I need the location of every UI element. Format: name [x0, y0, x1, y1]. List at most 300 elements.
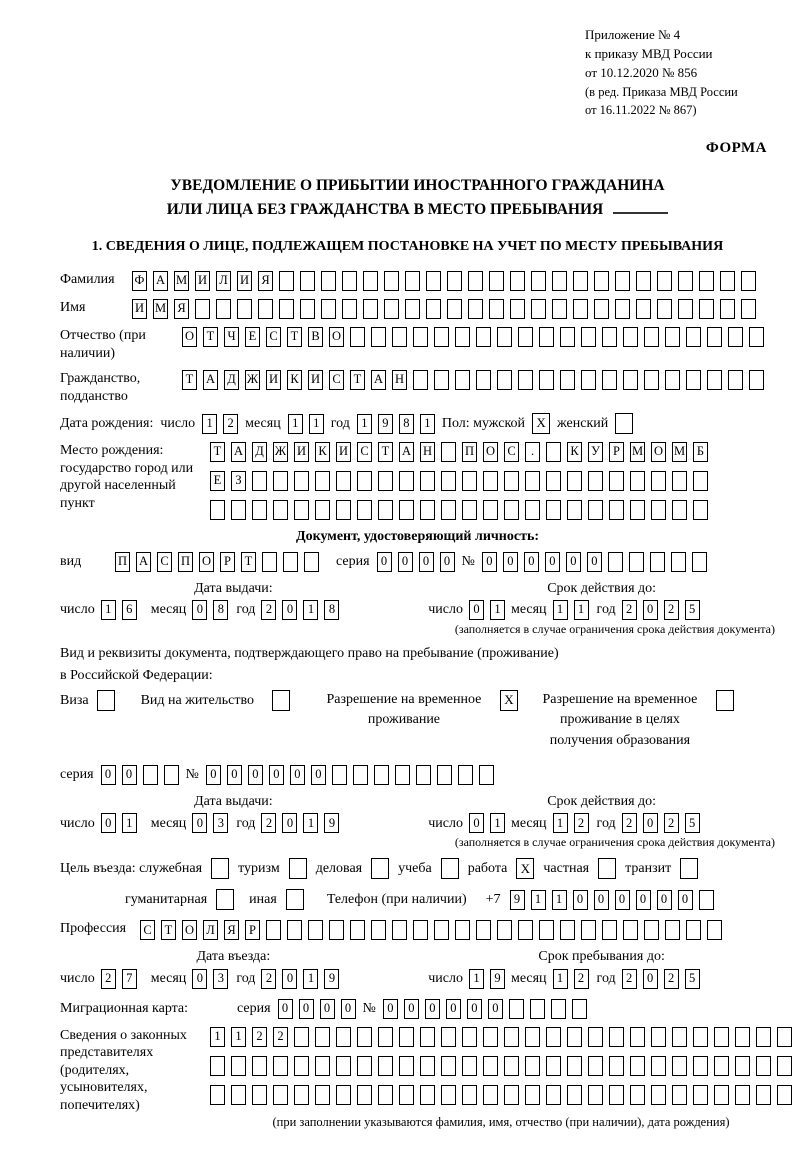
char-cell[interactable]	[588, 1056, 603, 1076]
char-cell[interactable]: .	[525, 442, 540, 462]
purpose-tourism-checkbox[interactable]	[289, 858, 307, 879]
char-cell[interactable]: М	[174, 271, 189, 291]
char-cell[interactable]: К	[315, 442, 330, 462]
char-cell[interactable]: 0	[566, 552, 581, 572]
char-cell[interactable]	[672, 1085, 687, 1105]
char-cell[interactable]: З	[231, 471, 246, 491]
char-cell[interactable]: 2	[664, 969, 679, 989]
char-cell[interactable]: 8	[213, 600, 228, 620]
char-cell[interactable]: 0	[404, 999, 419, 1019]
char-cell[interactable]	[510, 299, 525, 319]
char-cell[interactable]: 2	[223, 414, 238, 434]
char-cell[interactable]: 2	[252, 1027, 267, 1047]
char-cell[interactable]	[434, 327, 449, 347]
char-cell[interactable]: Б	[693, 442, 708, 462]
char-cell[interactable]	[588, 471, 603, 491]
char-cell[interactable]: 2	[273, 1027, 288, 1047]
purpose-humanitarian-checkbox[interactable]	[216, 889, 234, 910]
char-cell[interactable]	[237, 299, 252, 319]
char-cell[interactable]: 1	[122, 813, 137, 833]
char-cell[interactable]	[707, 327, 722, 347]
char-cell[interactable]	[644, 920, 659, 940]
char-cell[interactable]	[273, 471, 288, 491]
char-cell[interactable]	[164, 765, 179, 785]
char-cell[interactable]	[602, 920, 617, 940]
char-cell[interactable]: 0	[101, 813, 116, 833]
char-cell[interactable]	[720, 271, 735, 291]
char-cell[interactable]	[342, 299, 357, 319]
char-cell[interactable]	[258, 299, 273, 319]
char-cell[interactable]	[588, 1027, 603, 1047]
char-cell[interactable]	[567, 471, 582, 491]
char-cell[interactable]	[357, 500, 372, 520]
char-cell[interactable]: 0	[269, 765, 284, 785]
char-cell[interactable]	[336, 1027, 351, 1047]
char-cell[interactable]: А	[371, 370, 386, 390]
char-cell[interactable]: Т	[182, 370, 197, 390]
char-cell[interactable]	[231, 1056, 246, 1076]
char-cell[interactable]: Я	[174, 299, 189, 319]
char-cell[interactable]	[483, 1027, 498, 1047]
char-cell[interactable]	[539, 327, 554, 347]
char-cell[interactable]	[749, 327, 764, 347]
char-cell[interactable]: Д	[252, 442, 267, 462]
char-cell[interactable]: К	[567, 442, 582, 462]
char-cell[interactable]: Т	[210, 442, 225, 462]
char-cell[interactable]: М	[672, 442, 687, 462]
char-cell[interactable]	[657, 271, 672, 291]
char-cell[interactable]	[294, 471, 309, 491]
char-cell[interactable]	[321, 271, 336, 291]
temp-residence-education-checkbox[interactable]	[716, 690, 734, 711]
char-cell[interactable]	[672, 471, 687, 491]
char-cell[interactable]	[447, 299, 462, 319]
char-cell[interactable]	[479, 765, 494, 785]
char-cell[interactable]	[552, 299, 567, 319]
char-cell[interactable]: А	[136, 552, 151, 572]
char-cell[interactable]: 0	[425, 999, 440, 1019]
char-cell[interactable]	[441, 1056, 456, 1076]
char-cell[interactable]: 1	[490, 813, 505, 833]
char-cell[interactable]	[630, 471, 645, 491]
char-cell[interactable]	[531, 271, 546, 291]
char-cell[interactable]: О	[182, 920, 197, 940]
char-cell[interactable]	[692, 552, 707, 572]
char-cell[interactable]	[594, 271, 609, 291]
char-cell[interactable]	[560, 920, 575, 940]
char-cell[interactable]	[504, 1027, 519, 1047]
char-cell[interactable]	[371, 920, 386, 940]
char-cell[interactable]: Я	[258, 271, 273, 291]
char-cell[interactable]	[378, 1056, 393, 1076]
char-cell[interactable]: Н	[392, 370, 407, 390]
char-cell[interactable]	[143, 765, 158, 785]
char-cell[interactable]	[231, 500, 246, 520]
char-cell[interactable]	[560, 327, 575, 347]
char-cell[interactable]	[686, 370, 701, 390]
char-cell[interactable]	[630, 1027, 645, 1047]
char-cell[interactable]	[363, 299, 378, 319]
char-cell[interactable]	[441, 1027, 456, 1047]
char-cell[interactable]	[210, 500, 225, 520]
char-cell[interactable]: 0	[282, 600, 297, 620]
char-cell[interactable]: И	[132, 299, 147, 319]
char-cell[interactable]: 0	[657, 890, 672, 910]
char-cell[interactable]: 0	[503, 552, 518, 572]
char-cell[interactable]: 2	[261, 600, 276, 620]
char-cell[interactable]: 1	[288, 414, 303, 434]
purpose-business-checkbox[interactable]	[211, 858, 229, 879]
char-cell[interactable]: 2	[622, 969, 637, 989]
char-cell[interactable]	[437, 765, 452, 785]
char-cell[interactable]	[672, 1027, 687, 1047]
char-cell[interactable]	[231, 1085, 246, 1105]
char-cell[interactable]	[426, 271, 441, 291]
char-cell[interactable]	[693, 1027, 708, 1047]
char-cell[interactable]	[650, 552, 665, 572]
char-cell[interactable]: Р	[245, 920, 260, 940]
char-cell[interactable]: 0	[299, 999, 314, 1019]
char-cell[interactable]	[714, 1056, 729, 1076]
char-cell[interactable]: 0	[469, 813, 484, 833]
char-cell[interactable]	[329, 920, 344, 940]
char-cell[interactable]	[552, 271, 567, 291]
char-cell[interactable]: И	[266, 370, 281, 390]
char-cell[interactable]	[636, 299, 651, 319]
char-cell[interactable]: 0	[206, 765, 221, 785]
char-cell[interactable]: А	[231, 442, 246, 462]
char-cell[interactable]: 9	[378, 414, 393, 434]
purpose-other-checkbox[interactable]	[286, 889, 304, 910]
char-cell[interactable]: 0	[643, 600, 658, 620]
char-cell[interactable]	[399, 471, 414, 491]
char-cell[interactable]	[539, 920, 554, 940]
char-cell[interactable]: 0	[227, 765, 242, 785]
char-cell[interactable]: 9	[324, 969, 339, 989]
char-cell[interactable]: 2	[261, 969, 276, 989]
char-cell[interactable]: О	[651, 442, 666, 462]
temp-residence-checkbox[interactable]: X	[500, 690, 518, 711]
char-cell[interactable]: А	[203, 370, 218, 390]
char-cell[interactable]	[531, 299, 546, 319]
char-cell[interactable]	[510, 271, 525, 291]
char-cell[interactable]	[678, 271, 693, 291]
char-cell[interactable]: Ф	[132, 271, 147, 291]
char-cell[interactable]: Т	[241, 552, 256, 572]
char-cell[interactable]	[573, 299, 588, 319]
char-cell[interactable]	[416, 765, 431, 785]
char-cell[interactable]: С	[504, 442, 519, 462]
purpose-transit-checkbox[interactable]	[680, 858, 698, 879]
char-cell[interactable]	[252, 471, 267, 491]
char-cell[interactable]	[441, 471, 456, 491]
char-cell[interactable]	[273, 500, 288, 520]
char-cell[interactable]	[657, 299, 672, 319]
char-cell[interactable]	[399, 1056, 414, 1076]
char-cell[interactable]	[699, 271, 714, 291]
char-cell[interactable]: 1	[101, 600, 116, 620]
char-cell[interactable]: 9	[510, 890, 525, 910]
char-cell[interactable]: 1	[303, 600, 318, 620]
char-cell[interactable]	[665, 370, 680, 390]
char-cell[interactable]: Р	[609, 442, 624, 462]
char-cell[interactable]: У	[588, 442, 603, 462]
char-cell[interactable]	[609, 1085, 624, 1105]
char-cell[interactable]	[441, 500, 456, 520]
char-cell[interactable]	[609, 1027, 624, 1047]
char-cell[interactable]: 3	[213, 969, 228, 989]
char-cell[interactable]	[588, 1085, 603, 1105]
char-cell[interactable]: 1	[553, 969, 568, 989]
char-cell[interactable]: 0	[341, 999, 356, 1019]
char-cell[interactable]	[636, 271, 651, 291]
char-cell[interactable]	[384, 271, 399, 291]
char-cell[interactable]	[602, 327, 617, 347]
char-cell[interactable]	[455, 370, 470, 390]
char-cell[interactable]	[399, 500, 414, 520]
char-cell[interactable]: 0	[248, 765, 263, 785]
char-cell[interactable]: С	[140, 920, 155, 940]
char-cell[interactable]	[630, 500, 645, 520]
char-cell[interactable]	[476, 327, 491, 347]
char-cell[interactable]	[434, 920, 449, 940]
char-cell[interactable]	[567, 500, 582, 520]
char-cell[interactable]	[392, 920, 407, 940]
char-cell[interactable]: 1	[469, 969, 484, 989]
char-cell[interactable]	[588, 500, 603, 520]
char-cell[interactable]	[405, 299, 420, 319]
char-cell[interactable]: 2	[574, 969, 589, 989]
char-cell[interactable]: 1	[574, 600, 589, 620]
char-cell[interactable]	[497, 327, 512, 347]
char-cell[interactable]: 7	[122, 969, 137, 989]
char-cell[interactable]: А	[399, 442, 414, 462]
char-cell[interactable]	[321, 299, 336, 319]
char-cell[interactable]	[504, 1056, 519, 1076]
char-cell[interactable]	[623, 327, 638, 347]
char-cell[interactable]	[357, 471, 372, 491]
char-cell[interactable]: 1	[553, 813, 568, 833]
char-cell[interactable]: 6	[122, 600, 137, 620]
char-cell[interactable]: И	[294, 442, 309, 462]
char-cell[interactable]	[693, 471, 708, 491]
char-cell[interactable]: 1	[303, 969, 318, 989]
char-cell[interactable]	[336, 471, 351, 491]
char-cell[interactable]: 2	[664, 813, 679, 833]
char-cell[interactable]: 1	[309, 414, 324, 434]
char-cell[interactable]	[252, 500, 267, 520]
char-cell[interactable]: Е	[210, 471, 225, 491]
char-cell[interactable]	[283, 552, 298, 572]
char-cell[interactable]	[686, 327, 701, 347]
char-cell[interactable]: 1	[357, 414, 372, 434]
char-cell[interactable]	[468, 271, 483, 291]
char-cell[interactable]	[378, 1085, 393, 1105]
char-cell[interactable]	[644, 370, 659, 390]
char-cell[interactable]	[483, 1056, 498, 1076]
char-cell[interactable]	[441, 1085, 456, 1105]
char-cell[interactable]	[476, 370, 491, 390]
char-cell[interactable]	[525, 1085, 540, 1105]
char-cell[interactable]	[693, 1085, 708, 1105]
residence-permit-checkbox[interactable]	[272, 690, 290, 711]
char-cell[interactable]	[353, 765, 368, 785]
char-cell[interactable]: 1	[210, 1027, 225, 1047]
char-cell[interactable]	[420, 1027, 435, 1047]
char-cell[interactable]	[567, 1027, 582, 1047]
char-cell[interactable]	[315, 1056, 330, 1076]
char-cell[interactable]	[434, 370, 449, 390]
char-cell[interactable]: 1	[553, 600, 568, 620]
char-cell[interactable]	[777, 1027, 792, 1047]
char-cell[interactable]	[756, 1056, 771, 1076]
char-cell[interactable]: С	[266, 327, 281, 347]
char-cell[interactable]	[741, 271, 756, 291]
char-cell[interactable]	[273, 1056, 288, 1076]
char-cell[interactable]	[357, 1085, 372, 1105]
char-cell[interactable]	[629, 552, 644, 572]
char-cell[interactable]: 0	[101, 765, 116, 785]
char-cell[interactable]	[413, 920, 428, 940]
char-cell[interactable]	[455, 327, 470, 347]
char-cell[interactable]	[546, 471, 561, 491]
char-cell[interactable]: Т	[287, 327, 302, 347]
char-cell[interactable]	[483, 1085, 498, 1105]
char-cell[interactable]: 0	[643, 969, 658, 989]
char-cell[interactable]	[720, 299, 735, 319]
char-cell[interactable]	[756, 1085, 771, 1105]
char-cell[interactable]	[497, 920, 512, 940]
char-cell[interactable]: И	[237, 271, 252, 291]
char-cell[interactable]	[363, 271, 378, 291]
char-cell[interactable]	[420, 1085, 435, 1105]
char-cell[interactable]	[560, 370, 575, 390]
char-cell[interactable]	[399, 1027, 414, 1047]
char-cell[interactable]: 0	[467, 999, 482, 1019]
char-cell[interactable]: Л	[203, 920, 218, 940]
char-cell[interactable]	[735, 1085, 750, 1105]
char-cell[interactable]: Ж	[273, 442, 288, 462]
char-cell[interactable]	[567, 1056, 582, 1076]
char-cell[interactable]: Р	[220, 552, 235, 572]
char-cell[interactable]	[735, 1056, 750, 1076]
char-cell[interactable]	[572, 999, 587, 1019]
char-cell[interactable]	[489, 271, 504, 291]
char-cell[interactable]: 0	[278, 999, 293, 1019]
char-cell[interactable]	[315, 1085, 330, 1105]
char-cell[interactable]	[546, 1085, 561, 1105]
char-cell[interactable]	[350, 920, 365, 940]
char-cell[interactable]: 0	[469, 600, 484, 620]
char-cell[interactable]	[714, 1085, 729, 1105]
char-cell[interactable]	[546, 1027, 561, 1047]
char-cell[interactable]	[420, 500, 435, 520]
char-cell[interactable]: 0	[643, 813, 658, 833]
char-cell[interactable]: 0	[320, 999, 335, 1019]
char-cell[interactable]: 2	[622, 813, 637, 833]
char-cell[interactable]	[384, 299, 399, 319]
char-cell[interactable]	[252, 1085, 267, 1105]
char-cell[interactable]: М	[630, 442, 645, 462]
char-cell[interactable]: Т	[161, 920, 176, 940]
char-cell[interactable]: С	[157, 552, 172, 572]
char-cell[interactable]	[630, 1056, 645, 1076]
char-cell[interactable]: К	[287, 370, 302, 390]
char-cell[interactable]	[699, 299, 714, 319]
char-cell[interactable]	[615, 299, 630, 319]
char-cell[interactable]: 0	[440, 552, 455, 572]
char-cell[interactable]: Д	[224, 370, 239, 390]
char-cell[interactable]: С	[329, 370, 344, 390]
char-cell[interactable]: 2	[622, 600, 637, 620]
char-cell[interactable]: 0	[282, 813, 297, 833]
char-cell[interactable]: М	[153, 299, 168, 319]
char-cell[interactable]: 1	[490, 600, 505, 620]
char-cell[interactable]	[399, 1085, 414, 1105]
char-cell[interactable]	[594, 299, 609, 319]
char-cell[interactable]: 9	[324, 813, 339, 833]
char-cell[interactable]: О	[182, 327, 197, 347]
char-cell[interactable]: 0	[419, 552, 434, 572]
char-cell[interactable]: А	[153, 271, 168, 291]
char-cell[interactable]	[602, 370, 617, 390]
char-cell[interactable]	[693, 1056, 708, 1076]
char-cell[interactable]	[728, 370, 743, 390]
char-cell[interactable]	[413, 370, 428, 390]
char-cell[interactable]: П	[115, 552, 130, 572]
char-cell[interactable]	[665, 327, 680, 347]
char-cell[interactable]	[581, 370, 596, 390]
char-cell[interactable]: 0	[377, 552, 392, 572]
char-cell[interactable]	[252, 1056, 267, 1076]
char-cell[interactable]: И	[195, 271, 210, 291]
char-cell[interactable]	[350, 327, 365, 347]
char-cell[interactable]	[336, 1056, 351, 1076]
char-cell[interactable]: 2	[101, 969, 116, 989]
char-cell[interactable]	[714, 1027, 729, 1047]
char-cell[interactable]: 2	[261, 813, 276, 833]
char-cell[interactable]	[728, 327, 743, 347]
char-cell[interactable]	[294, 1056, 309, 1076]
char-cell[interactable]	[651, 471, 666, 491]
char-cell[interactable]	[287, 920, 302, 940]
char-cell[interactable]	[671, 552, 686, 572]
char-cell[interactable]	[518, 370, 533, 390]
char-cell[interactable]	[304, 552, 319, 572]
char-cell[interactable]	[294, 1085, 309, 1105]
char-cell[interactable]: 1	[420, 414, 435, 434]
char-cell[interactable]	[735, 1027, 750, 1047]
char-cell[interactable]	[699, 890, 714, 910]
char-cell[interactable]	[777, 1056, 792, 1076]
char-cell[interactable]: О	[483, 442, 498, 462]
char-cell[interactable]	[672, 1056, 687, 1076]
char-cell[interactable]	[476, 920, 491, 940]
char-cell[interactable]	[413, 327, 428, 347]
visa-checkbox[interactable]	[97, 690, 115, 711]
char-cell[interactable]	[315, 500, 330, 520]
char-cell[interactable]	[525, 1056, 540, 1076]
char-cell[interactable]	[504, 500, 519, 520]
char-cell[interactable]	[749, 370, 764, 390]
char-cell[interactable]	[210, 1085, 225, 1105]
char-cell[interactable]	[374, 765, 389, 785]
char-cell[interactable]: 0	[488, 999, 503, 1019]
char-cell[interactable]	[615, 271, 630, 291]
char-cell[interactable]: 0	[524, 552, 539, 572]
char-cell[interactable]: 0	[311, 765, 326, 785]
char-cell[interactable]	[525, 1027, 540, 1047]
